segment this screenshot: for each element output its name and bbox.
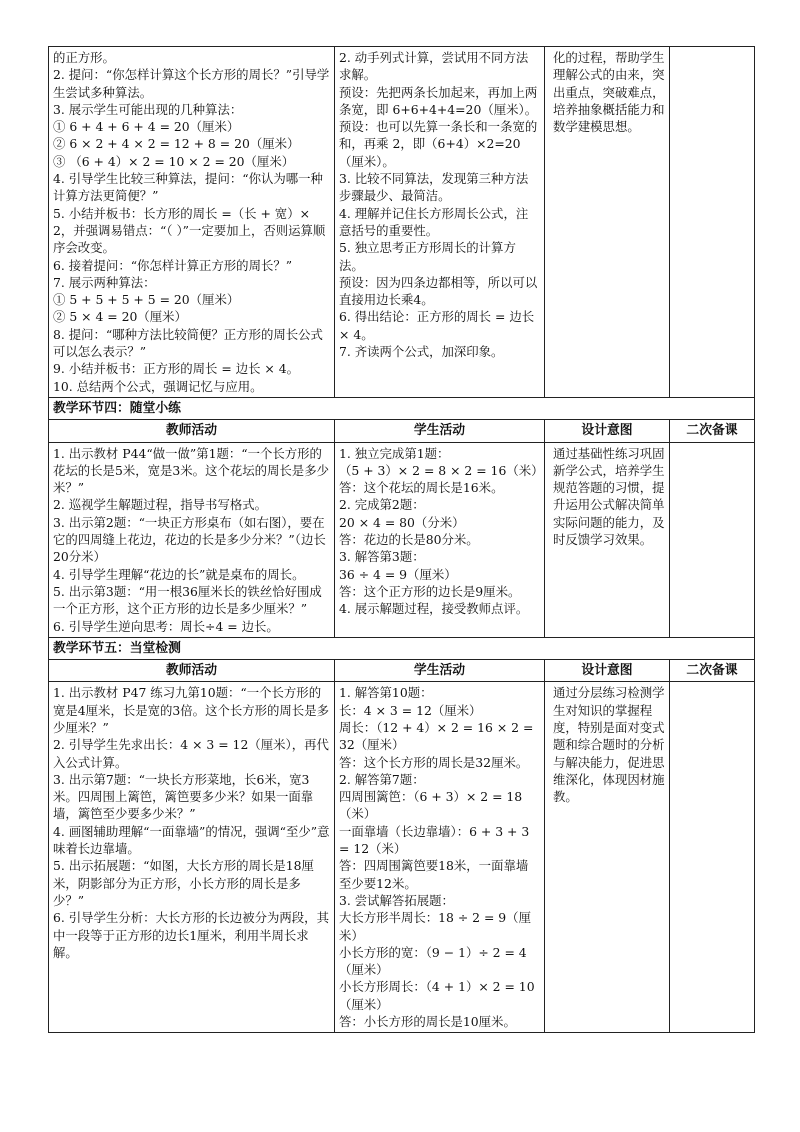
- student-line: 3. 解答第3题：: [339, 549, 425, 565]
- student-line: 4. 展示解题过程，接受教师点评。: [339, 601, 529, 617]
- teacher-line: 4. 引导学生比较三种算法，提问：“你认为哪一种计算方法更简便？”: [53, 171, 323, 204]
- student-line: 答：小长方形的周长是10厘米。: [339, 1014, 516, 1030]
- teacher-line: 的正方形。: [53, 50, 115, 65]
- teacher-line: 10. 总结两个公式，强调记忆与应用。: [53, 378, 263, 394]
- teacher-line: 3. 出示第2题：“一块正方形桌布（如右图），要在它的四周缝上花边，花边的长是多少分米？”（边长20分米）: [53, 514, 326, 565]
- student-line: 答：花边的长是80分米。: [339, 532, 479, 548]
- section-content-row: [49, 442, 755, 637]
- section-title: 教学环节四：随堂小练: [49, 397, 755, 419]
- lesson-plan-table: [48, 46, 755, 1033]
- revision-notes-cell: [670, 682, 755, 1033]
- student-activity-cell: [335, 682, 545, 1033]
- student-line: 答：这个花坛的周长是16米。: [339, 480, 504, 496]
- student-activity-cell: [335, 442, 545, 637]
- teacher-line: 5. 出示第3题：“用一根36厘米长的铁丝恰好围成一个正方形，这个正方形的边长是多少厘米？”: [53, 583, 322, 617]
- teacher-line: 3. 展示学生可能出现的几种算法：: [53, 101, 243, 117]
- student-line: 答：这个正方形的边长是9厘米。: [339, 583, 521, 599]
- teacher-line: 2. 提问：“你怎样计算这个长方形的周长？”引导学生尝试多种算法。: [53, 67, 330, 100]
- design-intent-cell: [545, 442, 670, 637]
- design-intent-cell: [545, 682, 670, 1033]
- student-line: （5 + 3）× 2 = 8 × 2 = 16（米）: [339, 462, 544, 478]
- student-line: 5. 独立思考正方形周长的计算方法。: [339, 240, 516, 273]
- design-intent-cell: [545, 47, 670, 398]
- header-design-intent: 设计意图: [545, 660, 670, 682]
- teacher-line: ③ （6 + 4）× 2 = 10 × 2 = 20（厘米）: [53, 153, 295, 169]
- teacher-line: ① 5 + 5 + 5 + 5 = 20（厘米）: [53, 292, 240, 308]
- section-title-row: [49, 637, 755, 659]
- column-header-row: [49, 420, 755, 442]
- teacher-line: 2. 巡视学生解题过程，指导书写格式。: [53, 497, 268, 513]
- header-revision-notes: 二次备课: [670, 660, 755, 682]
- student-line: 36 ÷ 4 = 9（厘米）: [339, 566, 457, 582]
- student-line: 2. 完成第2题：: [339, 497, 425, 513]
- teacher-line: 5. 小结并板书：长方形的周长 =（长 + 宽）× 2，并强调易错点：“（ ）”一定要加上，否则运算顺序会改变。: [53, 205, 326, 256]
- header-revision-notes: 二次备课: [670, 420, 755, 442]
- student-line: 答：四周围篱笆要18米，一面靠墙至少要12米。: [339, 858, 529, 891]
- student-line: 小长方形的宽：（9 − 1）÷ 2 = 4（厘米）: [339, 944, 527, 978]
- design-intent-text: 通过分层练习检测学生对知识的掌握程度，特别是面对变式题和综合题时的分析与解决能力，促进思维深化，体现因材施教。: [553, 685, 665, 805]
- header-student-activity: 学生活动: [335, 420, 545, 442]
- student-line: 预设：先把两条长加起来，再加上两条宽，即 6+6+4+4=20（厘米）。: [339, 84, 538, 117]
- teacher-line: ② 5 × 4 = 20（厘米）: [53, 309, 187, 325]
- teacher-line: 4. 引导学生理解“花边的长”就是桌布的周长。: [53, 566, 305, 582]
- teacher-activity-cell: [49, 682, 335, 1033]
- teacher-line: 9. 小结并板书：正方形的周长 = 边长 × 4。: [53, 361, 300, 377]
- student-line: 3. 比较不同算法，发现第三种方法步骤最少、最简洁。: [339, 171, 529, 204]
- teacher-line: ① 6 + 4 + 6 + 4 = 20（厘米）: [53, 119, 240, 135]
- column-header-row: [49, 660, 755, 682]
- section-content-row: [49, 682, 755, 1033]
- student-line: 6. 得出结论：正方形的周长 = 边长 × 4。: [339, 309, 535, 342]
- student-line: 4. 理解并记住长方形周长公式，注意括号的重要性。: [339, 205, 529, 238]
- teacher-line: ② 6 × 2 + 4 × 2 = 12 + 8 = 20（厘米）: [53, 136, 300, 152]
- student-line: 一面靠墙（长边靠墙）：6 + 3 + 3 = 12（米）: [339, 823, 530, 857]
- student-activity-cell: [335, 47, 545, 398]
- header-design-intent: 设计意图: [545, 420, 670, 442]
- student-line: 周长：（12 + 4）× 2 = 16 × 2 = 32（厘米）: [339, 719, 534, 753]
- teacher-line: 1. 出示教材 P47 练习九第10题：“一个长方形的宽是4厘米，长是宽的3倍。这个长方形的周长是多少厘米？”: [53, 685, 329, 735]
- student-line: 大长方形半周长：18 ÷ 2 = 9（厘米）: [339, 910, 531, 943]
- design-intent-text: 化的过程，帮助学生理解公式的由来，突出重点，突破难点，培养抽象概括能力和数学建模思想。: [553, 50, 665, 135]
- student-line: 小长方形周长：（4 + 1）× 2 = 10（厘米）: [339, 979, 535, 1012]
- header-teacher-activity: 教师活动: [49, 420, 335, 442]
- teacher-line: 5. 出示拓展题：“如图，大长方形的周长是18厘米，阴影部分为正方形，小长方形的周长是多少？”: [53, 858, 314, 908]
- teacher-line: 6. 接着提问：“你怎样计算正方形的周长？”: [53, 257, 293, 273]
- teacher-activity-cell: [49, 47, 335, 398]
- design-intent-text: 通过基础性练习巩固新学公式，培养学生规范答题的习惯，提升运用公式解决简单实际问题的能力，及时反馈学习效果。: [553, 445, 665, 548]
- teacher-line: 1. 出示教材 P44“做一做”第1题：“一个长方形的花坛的长是5米，宽是3米。这个花坛的周长是多少米？”: [53, 445, 329, 496]
- section-title-row: [49, 397, 755, 419]
- student-line: 2. 解答第7题：: [339, 771, 425, 787]
- student-line: 2. 动手列式计算，尝试用不同方法求解。: [339, 50, 529, 83]
- teacher-line: 3. 出示第7题：“一块长方形菜地，长6米，宽3米。四周围上篱笆，篱笆要多少米？如果一面靠墙，篱笆至少要多少米？”: [53, 771, 314, 822]
- teacher-line: 6. 引导学生分析：大长方形的长边被分为两段，其中一段等于正方形的边长1厘米，利用半周长求解。: [53, 910, 329, 960]
- student-line: 预设：也可以先算一条长和一条宽的和，再乘 2，即（6+4）×2=20（厘米）。: [339, 119, 538, 169]
- student-line: 长：4 × 3 = 12（厘米）: [339, 702, 482, 718]
- student-line: 答：这个长方形的周长是32厘米。: [339, 754, 529, 770]
- teacher-line: 6. 引导学生逆向思考：周长÷4 = 边长。: [53, 618, 279, 634]
- header-teacher-activity: 教师活动: [49, 660, 335, 682]
- teacher-line: 8. 提问：“哪种方法比较简便？正方形的周长公式可以怎么表示？”: [53, 326, 323, 360]
- student-line: 7. 齐读两个公式，加深印象。: [339, 344, 504, 360]
- teacher-line: 2. 引导学生先求出长：4 × 3 = 12（厘米），再代入公式计算。: [53, 737, 329, 770]
- revision-notes-cell: [670, 47, 755, 398]
- teacher-line: 4. 画图辅助理解“一面靠墙”的情况，强调“至少”意味着长边靠墙。: [53, 823, 330, 857]
- student-line: 预设：因为四条边都相等，所以可以直接用边长乘4。: [339, 274, 538, 308]
- student-line: 20 × 4 = 80（分米）: [339, 514, 465, 530]
- teacher-activity-cell: [49, 442, 335, 637]
- section-title: 教学环节五：当堂检测: [49, 637, 755, 659]
- teacher-line: 7. 展示两种算法：: [53, 274, 156, 290]
- revision-notes-cell: [670, 442, 755, 637]
- student-line: 四周围篱笆：（6 + 3）× 2 = 18（米）: [339, 789, 523, 822]
- student-line: 3. 尝试解答拓展题：: [339, 892, 454, 908]
- header-student-activity: 学生活动: [335, 660, 545, 682]
- continuation-row: [49, 47, 755, 398]
- student-line: 1. 独立完成第1题：: [339, 445, 450, 461]
- student-line: 1. 解答第10题：: [339, 685, 433, 701]
